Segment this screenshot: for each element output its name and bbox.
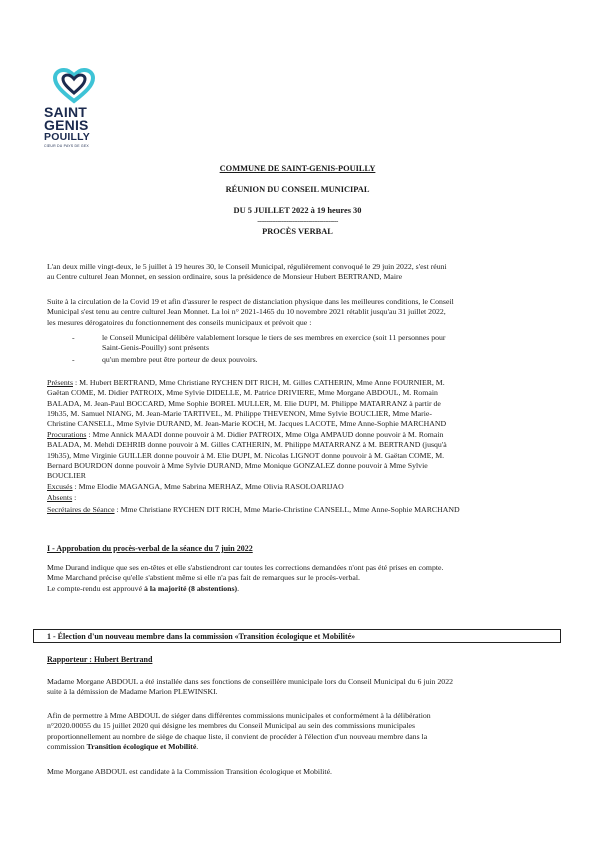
intro-paragraph-2 <box>47 297 547 328</box>
section-1-result-bold: à la majorité (8 abstentions) <box>144 583 238 593</box>
presents-line: 19h35, M. Samuel NIANG, M. Jean-Marie TARTIVEL, M. Philippe THEVENON, Mme Sylvie BOUCLIER, Mme Marie- <box>47 408 432 418</box>
procurations-line: Bernard BOURDON donne pouvoir à Mme Sylvie DURAND, Mme Monique GONZALEZ donne pouvoir à Mme Sylvie <box>47 460 428 470</box>
presents-line: Gaëtan COME, M. Didier PATROIX, Mme Sylvie DIDELLE, M. Patrice DRIVIERE, Mme Morgane ABDOUL, M. Romain <box>47 388 438 398</box>
bullet-line: qu'un membre peut être porteur de deux pouvoirs. <box>102 355 258 364</box>
section-2-title: 1 - Élection d'un nouveau membre dans la commission «Transition écologique et Mobilité» <box>47 632 356 641</box>
procurations-line: 19h35), Mme Virginie GUILLER donne pouvoir à M. Elie DUPI, M. Nicolas LIGNOT donne pouvoir à M. Gaëtan COME, M. <box>47 450 445 460</box>
presents-block <box>47 378 547 429</box>
header-rule: -------------------------------------------- <box>257 217 338 225</box>
secretaires-label: Secrétaires de Séance <box>47 505 115 514</box>
intro-p2-line: Suite à la circulation de la Covid 19 et afin d'assurer le respect de distanciation physique dans les meilleures conditions, le Conseil <box>47 297 454 306</box>
intro-p2-line: Municipal s'est tenu au centre culturel Jean Monnet. La loi n° 2021-1465 du 10 novembre 2021 rétablit jusqu'au 31 juillet 2022, <box>47 307 446 317</box>
bullet-dash: - <box>72 333 75 342</box>
secretaires-line: Secrétaires de Séance : Mme Christiane RYCHEN DIT RICH, Mme Marie-Christine CANSELL, Mme Anne-Sophie MARCHAND <box>47 505 460 514</box>
header-reunion: RÉUNION DU CONSEIL MUNICIPAL <box>225 185 370 194</box>
absents-label: Absents <box>47 493 73 502</box>
intro-bullet-2 <box>72 355 548 365</box>
bullet-dash: - <box>72 355 75 364</box>
section-2-paragraph-2 <box>47 711 547 752</box>
section-2-rapporteur: Rapporteur : Hubert Bertrand <box>47 655 153 664</box>
section-2-p2-line: Afin de permettre à Mme ABDOUL de siéger dans différentes commissions municipales et conformément à la délibération <box>47 711 431 720</box>
section-2-paragraph-3 <box>47 767 547 777</box>
section-2-p2-line: proportionnellement au nombre de siège de chaque liste, il convient de procéder à l'élection d'un nouveau membre dans la <box>47 731 428 741</box>
absents-line: Absents : <box>47 493 77 502</box>
bullet-line: Saint-Genis-Pouilly) sont présents <box>102 343 209 353</box>
logo-text-saint: SAINT <box>44 104 87 120</box>
procurations-label: Procurations <box>47 430 87 439</box>
logo-text-pouilly: POUILLY <box>44 131 90 143</box>
saint-genis-pouilly-logo <box>44 68 106 148</box>
intro-p2-line: les mesures dérogatoires du fonctionnement des conseils municipaux et prévoit que : <box>47 317 312 327</box>
section-2-p1-line: Madame Morgane ABDOUL a été installée dans ses fonctions de conseillère municipale lors du Conseil Municipal du 6 juin 2022 <box>47 677 454 686</box>
section-2-p2-line: n°2020.00055 du 15 juillet 2020 qui désigne les membres du Conseil Municipal au sein des commissions municipales <box>47 721 416 731</box>
section-1-line: Mme Marchand précise qu'elle s'abstient même si elle n'a pas fait de remarques sur le procès-verbal. <box>47 573 360 583</box>
heart-logo-icon <box>52 68 96 104</box>
section-1-line: Mme Durand indique que ses en-têtes et elle s'abstiendront car toutes les corrections demandées n'ont pas été prises en compte. <box>47 563 444 572</box>
presents-line: Christine CANSELL, Mme Sylvie DURAND, M. Jean-Marie KOCH, M. Jacques LACOTE, Mme Anne-Sophie MARCHAND <box>47 419 447 429</box>
header-proces-verbal: PROCÈS VERBAL <box>262 227 333 236</box>
header-date: DU 5 JUILLET 2022 à 19 heures 30 <box>233 206 362 215</box>
logo-tagline: CŒUR DU PAYS DE GEX <box>44 144 89 148</box>
excuses-line: Excusés : Mme Elodie MAGANGA, Mme Sabrina MERHAZ, Mme Olivia RASOLOARIJAO <box>47 482 344 491</box>
section-1-result: Le compte-rendu est approuvé à la majorité (8 abstentions). <box>47 583 240 593</box>
section-2-p2-last: commission Transition écologique et Mobilité. <box>47 741 199 751</box>
commission-name: Transition écologique et Mobilité <box>86 741 197 751</box>
procurations-line: BOUCLIER <box>47 471 86 481</box>
header-commune: COMMUNE DE SAINT-GENIS-POUILLY <box>219 164 376 173</box>
section-2-p3-line: Mme Morgane ABDOUL est candidate à la Commission Transition écologique et Mobilité. <box>47 767 332 776</box>
bullet-line: le Conseil Municipal délibère valablement lorsque le tiers de ses membres en exercice (soit 11 personnes pour <box>102 333 446 342</box>
intro-p1-line: L'an deux mille vingt-deux, le 5 juillet à 19 heures 30, le Conseil Municipal, régulièrement convoqué le 29 juin 2022, s'est réuni <box>47 262 447 271</box>
section-2-paragraph-1 <box>47 677 547 698</box>
section-2-p1-line: suite à la démission de Madame Marion PLEWINSKI. <box>47 687 218 697</box>
presents-line: BALADA, M. Jean-Paul BOCCARD, Mme Sophie BOREL MULLER, M. Elie DUPI, M. Philippe MATARRANZ à partir de <box>47 398 441 408</box>
procurations-line: BALADA, M. Mehdi DEHRIB donne pouvoir à M. Gilles CATHERIN, M. Philippe MATARRANZ à M. BERTRAND (jusqu'à <box>47 440 447 450</box>
section-1-title: I - Approbation du procès-verbal de la séance du 7 juin 2022 <box>47 544 253 553</box>
procurations-block <box>47 430 547 481</box>
logo-text-genis: GENIS <box>44 117 89 133</box>
section-1-body <box>47 563 547 594</box>
excuses-label: Excusés <box>47 482 73 491</box>
intro-bullet-1 <box>72 333 548 354</box>
intro-p1-line: au Centre culturel Jean Monnet, en session ordinaire, sous la présidence de Monsieur Hubert BERTRAND, Maire <box>47 272 403 282</box>
presents-line: Présents : M. Hubert BERTRAND, Mme Christiane RYCHEN DIT RICH, M. Gilles CATHERIN, Mme Anne FOURNIER, M. <box>47 378 445 387</box>
presents-label: Présents <box>47 378 73 387</box>
procurations-line: Procurations : Mme Annick MAADI donne pouvoir à M. Didier PATROIX, Mme Olga AMPAUD donne pouvoir à M. Romain <box>47 430 444 439</box>
intro-paragraph-1 <box>47 262 547 283</box>
